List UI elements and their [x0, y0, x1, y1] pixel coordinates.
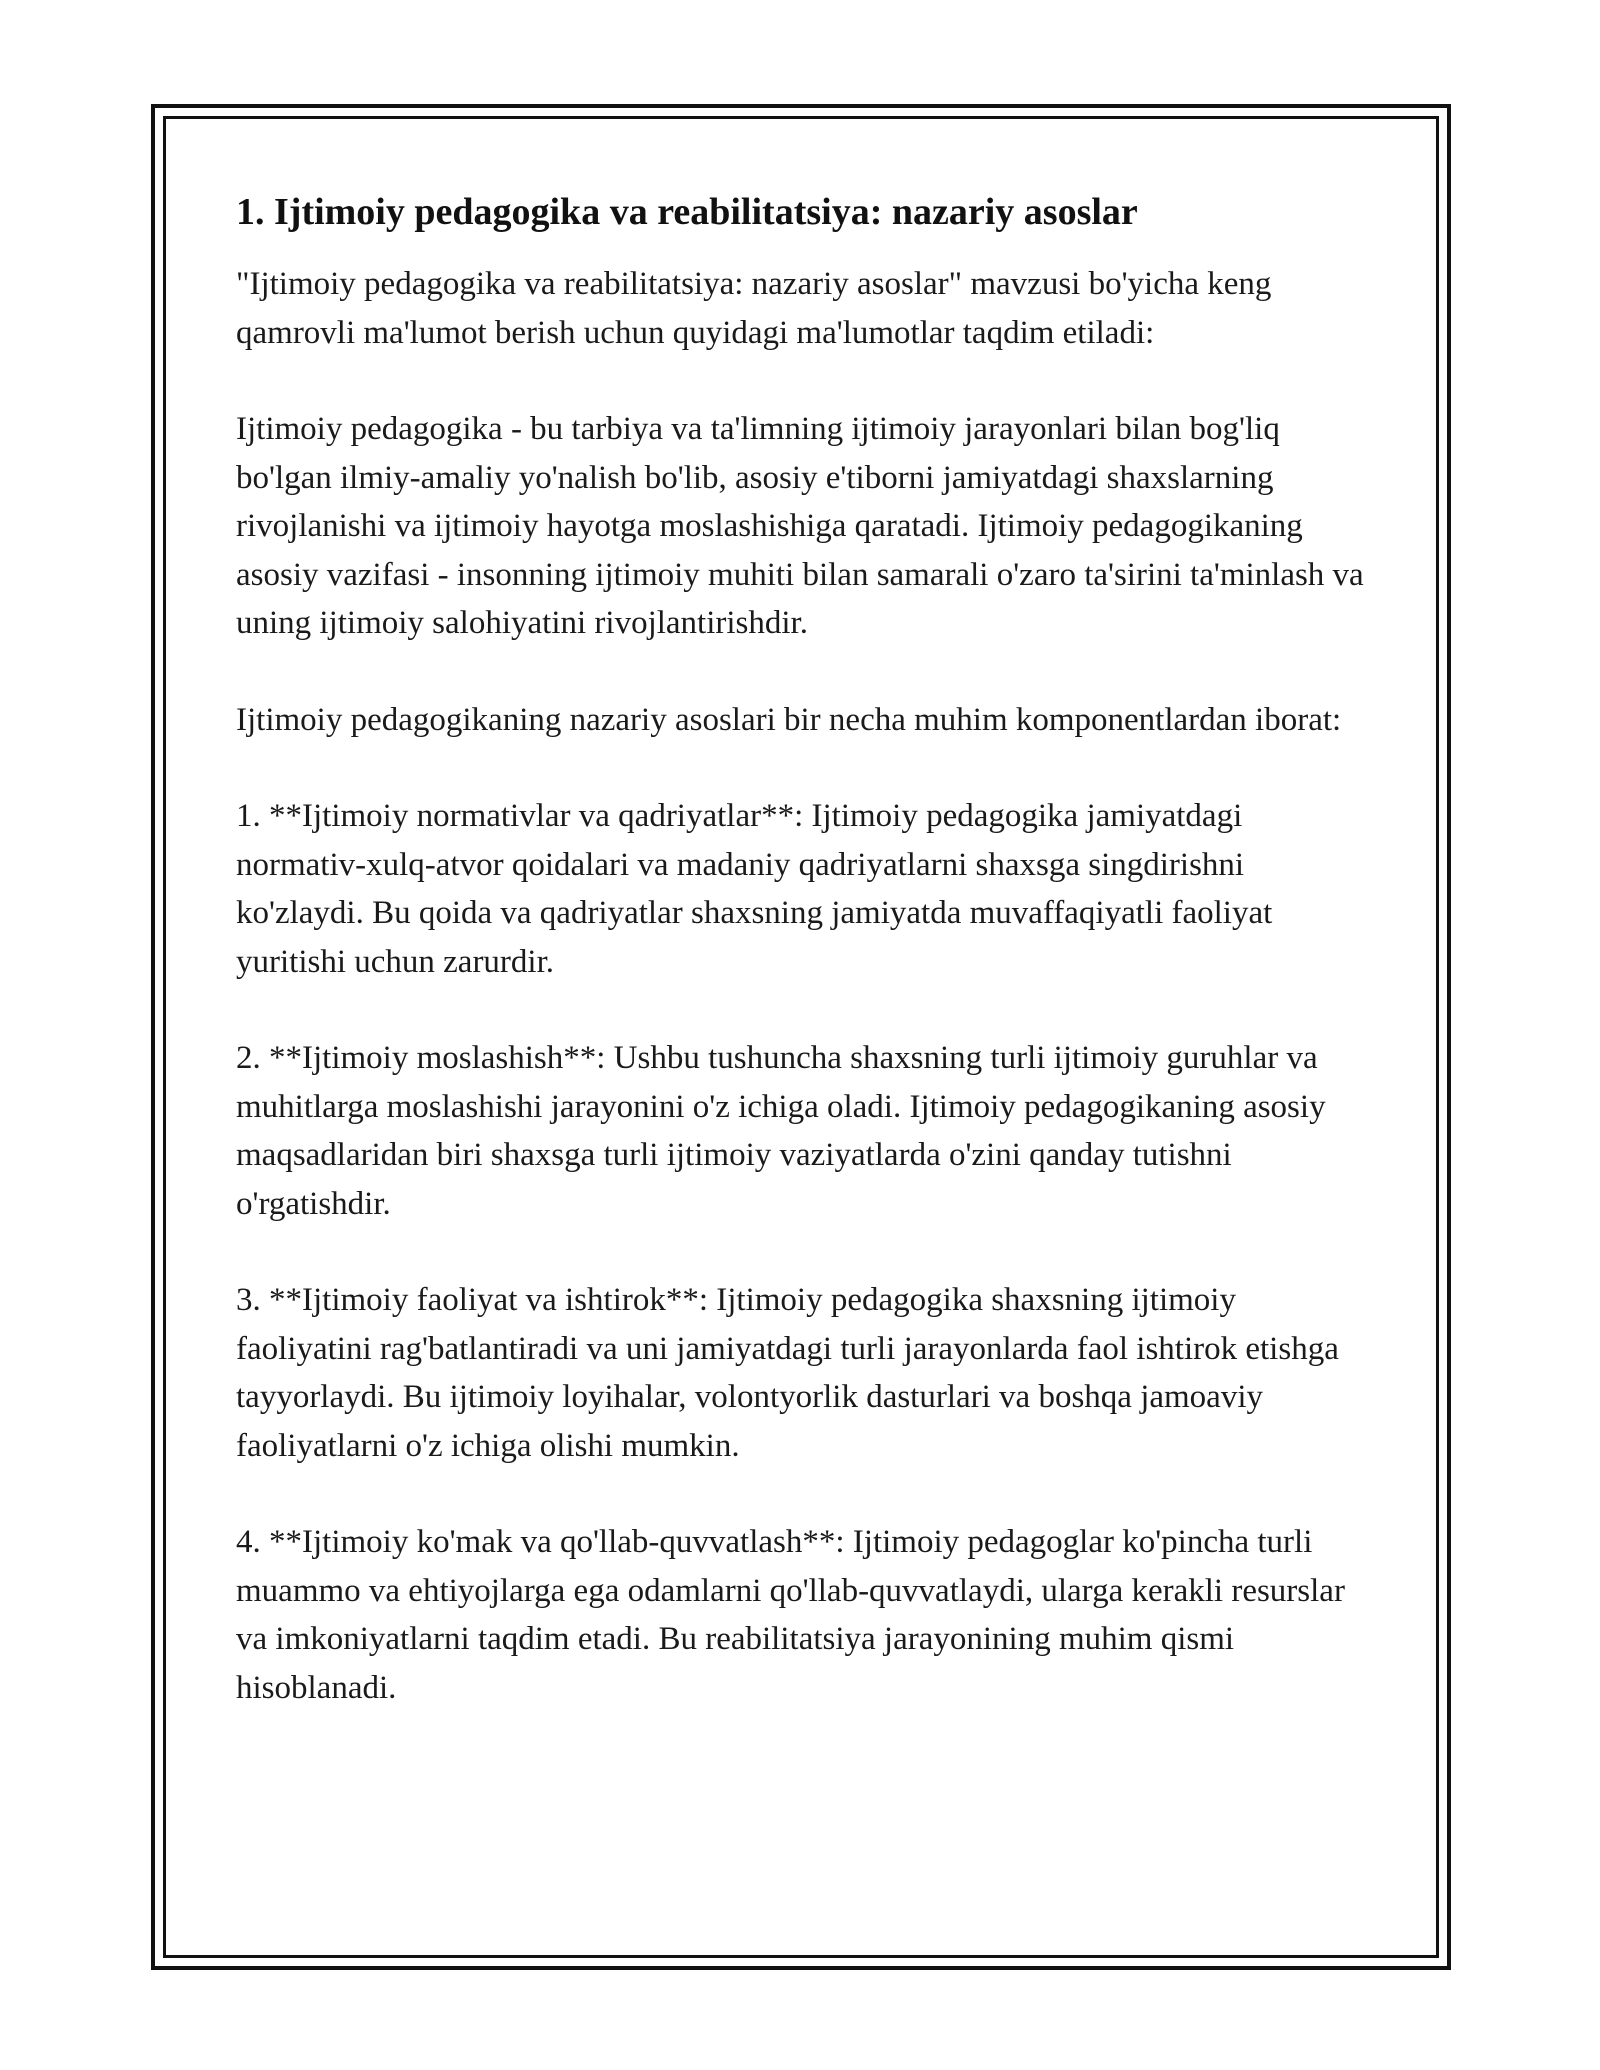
section-title: 1. Ijtimoiy pedagogika va reabilitatsiya: nazariy asoslar — [236, 191, 1138, 233]
list-item-1: 1. **Ijtimoiy normativlar va qadriyatlar**: Ijtimoiy pedagogika jamiyatdagi normativ-xulq-atvor qoidalari va madaniy qadriyatlarni shaxsga singdirishni ko'zlaydi. Bu qoida va qadriyatlar shaxsning jamiyatda muvaffaqiyatli faoliyat yuritishi uchun zarurdir. — [236, 798, 1273, 980]
intro-paragraph: "Ijtimoiy pedagogika va reabilitatsiya: nazariy asoslar" mavzusi bo'yicha keng qamrovli ma'lumot berish uchun quyidagi ma'lumotlar taqdim etiladi: — [236, 266, 1272, 351]
list-item-3: 3. **Ijtimoiy faoliyat va ishtirok**: Ijtimoiy pedagogika shaxsning ijtimoiy faoliyatini rag'batlantiradi va uni jamiyatdagi turli jarayonlarda faol ishtirok etishga tayyorlaydi. Bu ijtimoiy loyihalar, volontyorlik dasturlari va boshqa jamoaviy faoliyatlarni o'z ichiga olishi mumkin. — [236, 1282, 1339, 1464]
list-item-4: 4. **Ijtimoiy ko'mak va qo'llab-quvvatlash**: Ijtimoiy pedagoglar ko'pincha turli muammo va ehtiyojlarga ega odamlarni qo'llab-quvvatlaydi, ularga kerakli resurslar va imkoniyatlarni taqdim etadi. Bu reabilitatsiya jarayonining muhim qismi hisoblanadi. — [236, 1524, 1345, 1706]
definition-paragraph: Ijtimoiy pedagogika - bu tarbiya va ta'limning ijtimoiy jarayonlari bilan bog'liq bo'lgan ilmiy-amaliy yo'nalish bo'lib, asosiy e'tiborni jamiyatdagi shaxslarning rivojlanishi va ijtimoiy hayotga moslashishiga qaratadi. Ijtimoiy pedagogikaning asosiy vazifasi - insonning ijtimoiy muhiti bilan samarali o'zaro ta'sirini ta'minlash va uning ijtimoiy salohiyatini rivojlantirishdir. — [236, 411, 1364, 641]
components-intro-paragraph: Ijtimoiy pedagogikaning nazariy asoslari bir necha muhim komponentlardan iborat: — [236, 701, 1342, 738]
list-item-2: 2. **Ijtimoiy moslashish**: Ushbu tushuncha shaxsning turli ijtimoiy guruhlar va muhitlarga moslashishi jarayonini o'z ichiga oladi. Ijtimoiy pedagogikaning asosiy maqsadlaridan biri shaxsga turli ijtimoiy vaziyatlarda o'zini qanday tutishni o'rgatishdir. — [236, 1040, 1326, 1222]
document-body — [236, 186, 1376, 1760]
